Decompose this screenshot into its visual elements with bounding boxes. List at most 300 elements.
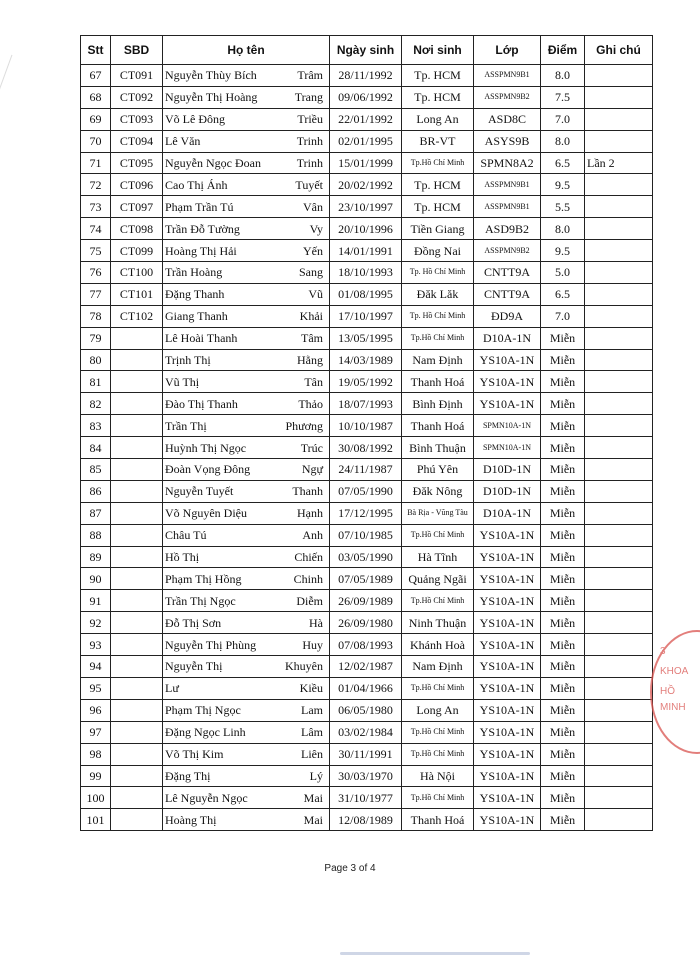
cell-stt: 73 xyxy=(81,196,111,218)
table-row xyxy=(81,743,653,765)
table-row xyxy=(81,152,653,174)
cell-score: Miễn xyxy=(541,787,585,809)
header-stt: Stt xyxy=(81,36,111,65)
cell-given-name: Hà xyxy=(309,615,323,630)
table-row xyxy=(81,677,653,699)
table-row xyxy=(81,174,653,196)
cell-dob: 03/05/1990 xyxy=(330,546,402,568)
cell-name xyxy=(163,152,330,174)
cell-class: YS10A-1N xyxy=(474,546,541,568)
cell-dob: 02/01/1995 xyxy=(330,130,402,152)
stamp-text-3: HỒ xyxy=(660,686,675,697)
cell-dob: 18/07/1993 xyxy=(330,393,402,415)
table-row xyxy=(81,765,653,787)
cell-score: Miễn xyxy=(541,480,585,502)
cell-given-name: Sang xyxy=(299,265,323,280)
cell-stt: 77 xyxy=(81,283,111,305)
table-row xyxy=(81,568,653,590)
cell-stt: 90 xyxy=(81,568,111,590)
cell-dob: 17/10/1997 xyxy=(330,305,402,327)
cell-stt: 96 xyxy=(81,699,111,721)
cell-dob: 18/10/1993 xyxy=(330,262,402,284)
cell-place: Tp.Hồ Chí Minh xyxy=(402,524,474,546)
cell-dob: 01/08/1995 xyxy=(330,283,402,305)
cell-given-name: Trang xyxy=(294,90,323,105)
cell-family-name: Châu Tú xyxy=(165,528,207,543)
cell-sbd xyxy=(111,393,163,415)
cell-class: YS10A-1N xyxy=(474,743,541,765)
cell-class: ASSPMN9B1 xyxy=(474,65,541,87)
cell-score: Miễn xyxy=(541,327,585,349)
table-row xyxy=(81,327,653,349)
cell-sbd xyxy=(111,459,163,481)
cell-sbd: CT102 xyxy=(111,305,163,327)
cell-dob: 07/10/1985 xyxy=(330,524,402,546)
cell-name xyxy=(163,480,330,502)
cell-score: 9.5 xyxy=(541,240,585,262)
cell-note xyxy=(585,305,653,327)
cell-name xyxy=(163,546,330,568)
cell-sbd xyxy=(111,809,163,831)
table-row xyxy=(81,283,653,305)
table-row xyxy=(81,502,653,524)
cell-family-name: Trần Đỗ Tường xyxy=(165,221,240,236)
cell-dob: 12/02/1987 xyxy=(330,656,402,678)
table-row xyxy=(81,262,653,284)
cell-given-name: Huy xyxy=(302,637,323,652)
cell-family-name: Đào Thị Thanh xyxy=(165,396,238,411)
cell-score: 7.0 xyxy=(541,305,585,327)
cell-note xyxy=(585,218,653,240)
cell-name xyxy=(163,699,330,721)
cell-score: Miễn xyxy=(541,437,585,459)
cell-name xyxy=(163,677,330,699)
cell-score: Miễn xyxy=(541,415,585,437)
cell-score: Miễn xyxy=(541,656,585,678)
roster-body xyxy=(81,65,653,831)
cell-family-name: Trần Hoàng xyxy=(165,265,223,280)
cell-family-name: Đặng Thị xyxy=(165,768,211,783)
cell-name xyxy=(163,524,330,546)
cell-score: 7.0 xyxy=(541,108,585,130)
cell-given-name: Trinh xyxy=(296,156,323,170)
cell-class: ASD9B2 xyxy=(474,218,541,240)
cell-stt: 80 xyxy=(81,349,111,371)
cell-score: Miễn xyxy=(541,568,585,590)
cell-class: SPMN10A-1N xyxy=(474,415,541,437)
cell-given-name: Kiều xyxy=(299,681,323,696)
cell-place: Bình Thuận xyxy=(402,437,474,459)
cell-name xyxy=(163,349,330,371)
cell-class: ĐD9A xyxy=(474,305,541,327)
cell-place: Bà Rịa - Vũng Tàu xyxy=(402,502,474,524)
cell-class: YS10A-1N xyxy=(474,393,541,415)
cell-dob: 12/08/1989 xyxy=(330,809,402,831)
cell-note xyxy=(585,502,653,524)
table-row xyxy=(81,459,653,481)
cell-dob: 14/03/1989 xyxy=(330,349,402,371)
cell-note xyxy=(585,612,653,634)
cell-given-name: Hằng xyxy=(297,353,323,368)
cell-place: Tp. Hồ Chí Minh xyxy=(402,262,474,284)
cell-stt: 71 xyxy=(81,152,111,174)
cell-stt: 98 xyxy=(81,743,111,765)
cell-given-name: Vân xyxy=(303,199,323,214)
cell-class: D10A-1N xyxy=(474,327,541,349)
cell-dob: 14/01/1991 xyxy=(330,240,402,262)
cell-name xyxy=(163,612,330,634)
cell-sbd xyxy=(111,612,163,634)
cell-family-name: Lê Văn xyxy=(165,134,201,149)
cell-name xyxy=(163,568,330,590)
cell-place: Tp.Hồ Chí Minh xyxy=(402,743,474,765)
cell-name xyxy=(163,809,330,831)
cell-score: Miễn xyxy=(541,546,585,568)
cell-given-name: Khải xyxy=(299,309,323,324)
cell-sbd xyxy=(111,480,163,502)
cell-family-name: Nguyễn Thị Phùng xyxy=(165,637,257,652)
cell-class: YS10A-1N xyxy=(474,371,541,393)
cell-note xyxy=(585,262,653,284)
cell-place: BR-VT xyxy=(402,130,474,152)
cell-dob: 19/05/1992 xyxy=(330,371,402,393)
cell-family-name: Vũ Thị xyxy=(165,374,200,389)
cell-class: ASYS9B xyxy=(474,130,541,152)
cell-given-name: Mai xyxy=(303,790,323,805)
cell-stt: 91 xyxy=(81,590,111,612)
cell-name xyxy=(163,393,330,415)
header-dob: Ngày sinh xyxy=(330,36,402,65)
table-row xyxy=(81,634,653,656)
cell-sbd: CT099 xyxy=(111,240,163,262)
cell-name xyxy=(163,459,330,481)
cell-name xyxy=(163,590,330,612)
cell-stt: 74 xyxy=(81,218,111,240)
cell-family-name: Đặng Ngọc Linh xyxy=(165,725,246,740)
cell-sbd xyxy=(111,371,163,393)
cell-stt: 89 xyxy=(81,546,111,568)
cell-dob: 06/05/1980 xyxy=(330,699,402,721)
table-row xyxy=(81,349,653,371)
cell-dob: 30/03/1970 xyxy=(330,765,402,787)
cell-place: Ninh Thuận xyxy=(402,612,474,634)
cell-name xyxy=(163,437,330,459)
cell-sbd xyxy=(111,349,163,371)
cell-name xyxy=(163,415,330,437)
cell-stt: 67 xyxy=(81,65,111,87)
cell-dob: 20/02/1992 xyxy=(330,174,402,196)
table-row xyxy=(81,787,653,809)
cell-place: Hà Tĩnh xyxy=(402,546,474,568)
scan-smudge xyxy=(340,952,530,955)
header-row xyxy=(81,36,653,65)
table-row xyxy=(81,218,653,240)
cell-score: Miễn xyxy=(541,743,585,765)
cell-stt: 79 xyxy=(81,327,111,349)
cell-class: SPMN8A2 xyxy=(474,152,541,174)
table-row xyxy=(81,656,653,678)
cell-note xyxy=(585,327,653,349)
cell-name xyxy=(163,174,330,196)
cell-class: ASSPMN9B1 xyxy=(474,174,541,196)
cell-given-name: Diễm xyxy=(296,593,323,608)
cell-stt: 94 xyxy=(81,656,111,678)
cell-dob: 23/10/1997 xyxy=(330,196,402,218)
cell-family-name: Giang Thanh xyxy=(165,309,228,324)
cell-dob: 15/01/1999 xyxy=(330,152,402,174)
cell-note: Lần 2 xyxy=(585,152,653,174)
cell-class: YS10A-1N xyxy=(474,787,541,809)
cell-class: YS10A-1N xyxy=(474,590,541,612)
cell-dob: 07/05/1989 xyxy=(330,568,402,590)
cell-name xyxy=(163,721,330,743)
cell-family-name: Trần Thị Ngọc xyxy=(165,593,236,608)
cell-given-name: Tâm xyxy=(301,331,323,346)
cell-given-name: Phương xyxy=(285,418,323,433)
stamp-text-2: KHOA xyxy=(660,666,689,677)
cell-dob: 07/05/1990 xyxy=(330,480,402,502)
cell-dob: 07/08/1993 xyxy=(330,634,402,656)
cell-stt: 68 xyxy=(81,86,111,108)
official-seal-stamp xyxy=(650,630,700,754)
cell-family-name: Cao Thị Ánh xyxy=(165,177,228,192)
cell-family-name: Lư xyxy=(165,681,179,696)
cell-family-name: Hồ Thị xyxy=(165,550,200,565)
cell-name xyxy=(163,327,330,349)
cell-place: Tp.Hồ Chí Minh xyxy=(402,327,474,349)
table-row xyxy=(81,240,653,262)
cell-family-name: Võ Lê Đông xyxy=(165,112,225,127)
table-row xyxy=(81,130,653,152)
cell-note xyxy=(585,721,653,743)
cell-name xyxy=(163,283,330,305)
cell-note xyxy=(585,656,653,678)
cell-place: Tp. HCM xyxy=(402,196,474,218)
cell-sbd: CT095 xyxy=(111,152,163,174)
cell-note xyxy=(585,174,653,196)
cell-class: D10D-1N xyxy=(474,459,541,481)
cell-class: YS10A-1N xyxy=(474,699,541,721)
cell-stt: 78 xyxy=(81,305,111,327)
cell-sbd xyxy=(111,437,163,459)
header-name: Họ tên xyxy=(163,36,330,65)
cell-note xyxy=(585,590,653,612)
cell-name xyxy=(163,634,330,656)
cell-given-name: Khuyên xyxy=(285,659,323,674)
cell-dob: 30/11/1991 xyxy=(330,743,402,765)
cell-class: YS10A-1N xyxy=(474,677,541,699)
cell-sbd xyxy=(111,634,163,656)
cell-note xyxy=(585,699,653,721)
cell-class: ASSPMN9B2 xyxy=(474,240,541,262)
cell-name xyxy=(163,765,330,787)
cell-place: Tiền Giang xyxy=(402,218,474,240)
cell-score: 5.5 xyxy=(541,196,585,218)
cell-note xyxy=(585,634,653,656)
cell-score: Miễn xyxy=(541,524,585,546)
header-sbd: SBD xyxy=(111,36,163,65)
cell-stt: 69 xyxy=(81,108,111,130)
cell-score: Miễn xyxy=(541,765,585,787)
cell-family-name: Đỗ Thị Sơn xyxy=(165,615,222,630)
table-row xyxy=(81,108,653,130)
cell-sbd xyxy=(111,765,163,787)
cell-class: YS10A-1N xyxy=(474,809,541,831)
cell-stt: 82 xyxy=(81,393,111,415)
cell-class: ASSPMN9B2 xyxy=(474,86,541,108)
cell-score: 7.5 xyxy=(541,86,585,108)
cell-dob: 28/11/1992 xyxy=(330,65,402,87)
table-row xyxy=(81,699,653,721)
cell-stt: 100 xyxy=(81,787,111,809)
cell-place: Tp.Hồ Chí Minh xyxy=(402,152,474,174)
cell-place: Đăk Lăk xyxy=(402,283,474,305)
cell-stt: 88 xyxy=(81,524,111,546)
cell-class: YS10A-1N xyxy=(474,524,541,546)
cell-stt: 70 xyxy=(81,130,111,152)
cell-place: Bình Định xyxy=(402,393,474,415)
cell-stt: 95 xyxy=(81,677,111,699)
header-score: Điểm xyxy=(541,36,585,65)
cell-family-name: Lê Hoài Thanh xyxy=(165,331,238,346)
cell-dob: 17/12/1995 xyxy=(330,502,402,524)
cell-place: Nam Định xyxy=(402,349,474,371)
cell-class: ASD8C xyxy=(474,108,541,130)
cell-sbd xyxy=(111,524,163,546)
cell-stt: 101 xyxy=(81,809,111,831)
cell-class: D10D-1N xyxy=(474,480,541,502)
header-note: Ghi chú xyxy=(585,36,653,65)
cell-note xyxy=(585,480,653,502)
cell-place: Phú Yên xyxy=(402,459,474,481)
cell-family-name: Nguyễn Thị xyxy=(165,659,223,674)
cell-class: CNTT9A xyxy=(474,283,541,305)
cell-dob: 03/02/1984 xyxy=(330,721,402,743)
cell-note xyxy=(585,809,653,831)
cell-note xyxy=(585,437,653,459)
cell-stt: 97 xyxy=(81,721,111,743)
cell-sbd xyxy=(111,546,163,568)
cell-place: Tp. Hồ Chí Minh xyxy=(402,305,474,327)
table-row xyxy=(81,393,653,415)
table-row xyxy=(81,305,653,327)
cell-score: Miễn xyxy=(541,677,585,699)
cell-name xyxy=(163,108,330,130)
cell-dob: 01/04/1966 xyxy=(330,677,402,699)
cell-given-name: Ngự xyxy=(301,462,323,477)
cell-dob: 09/06/1992 xyxy=(330,86,402,108)
cell-sbd: CT092 xyxy=(111,86,163,108)
cell-family-name: Hoàng Thị Hải xyxy=(165,243,237,258)
cell-name xyxy=(163,262,330,284)
cell-family-name: Phạm Thị Hồng xyxy=(165,571,242,586)
cell-given-name: Hạnh xyxy=(297,506,323,521)
cell-name xyxy=(163,130,330,152)
cell-place: Tp.Hồ Chí Minh xyxy=(402,787,474,809)
cell-given-name: Liên xyxy=(301,747,323,762)
cell-score: Miễn xyxy=(541,721,585,743)
table-row xyxy=(81,65,653,87)
cell-dob: 30/08/1992 xyxy=(330,437,402,459)
cell-given-name: Lâm xyxy=(301,725,323,740)
cell-score: Miễn xyxy=(541,809,585,831)
cell-family-name: Võ Thị Kim xyxy=(165,747,224,762)
cell-place: Tp.Hồ Chí Minh xyxy=(402,721,474,743)
cell-place: Quảng Ngãi xyxy=(402,568,474,590)
cell-given-name: Thanh xyxy=(292,484,323,499)
cell-sbd: CT098 xyxy=(111,218,163,240)
cell-family-name: Nguyễn Tuyết xyxy=(165,484,234,499)
cell-note xyxy=(585,568,653,590)
cell-family-name: Trịnh Thị xyxy=(165,353,211,368)
cell-sbd xyxy=(111,721,163,743)
cell-class: YS10A-1N xyxy=(474,349,541,371)
cell-stt: 75 xyxy=(81,240,111,262)
cell-family-name: Đặng Thanh xyxy=(165,287,225,302)
cell-family-name: Trần Thị xyxy=(165,418,207,433)
cell-place: Hà Nội xyxy=(402,765,474,787)
cell-given-name: Lam xyxy=(301,703,323,718)
cell-note xyxy=(585,371,653,393)
cell-sbd xyxy=(111,327,163,349)
stamp-text-4: MINH xyxy=(660,702,686,713)
cell-score: Miễn xyxy=(541,459,585,481)
cell-name xyxy=(163,371,330,393)
cell-sbd xyxy=(111,502,163,524)
cell-given-name: Vũ xyxy=(308,287,323,302)
header-class: Lớp xyxy=(474,36,541,65)
cell-name xyxy=(163,196,330,218)
cell-score: Miễn xyxy=(541,502,585,524)
cell-note xyxy=(585,787,653,809)
cell-class: YS10A-1N xyxy=(474,656,541,678)
cell-score: 8.0 xyxy=(541,130,585,152)
table-row xyxy=(81,612,653,634)
cell-name xyxy=(163,743,330,765)
cell-sbd xyxy=(111,415,163,437)
student-roster-table xyxy=(80,35,653,831)
cell-stt: 81 xyxy=(81,371,111,393)
table-row xyxy=(81,480,653,502)
cell-given-name: Trúc xyxy=(300,440,323,455)
cell-sbd xyxy=(111,699,163,721)
cell-stt: 83 xyxy=(81,415,111,437)
table-row xyxy=(81,86,653,108)
cell-note xyxy=(585,86,653,108)
cell-given-name: Chinh xyxy=(293,571,323,586)
cell-sbd xyxy=(111,590,163,612)
cell-place: Tp. HCM xyxy=(402,174,474,196)
cell-sbd xyxy=(111,787,163,809)
page-footer: Page 3 of 4 xyxy=(324,863,376,874)
table-row xyxy=(81,415,653,437)
cell-stt: 93 xyxy=(81,634,111,656)
cell-class: SPMN10A-1N xyxy=(474,437,541,459)
cell-place: Đăk Nông xyxy=(402,480,474,502)
cell-sbd: CT094 xyxy=(111,130,163,152)
cell-score: 8.0 xyxy=(541,218,585,240)
cell-score: Miễn xyxy=(541,349,585,371)
cell-note xyxy=(585,65,653,87)
cell-note xyxy=(585,108,653,130)
table-row xyxy=(81,546,653,568)
cell-given-name: Triều xyxy=(297,112,323,127)
cell-sbd: CT101 xyxy=(111,283,163,305)
cell-family-name: Huỳnh Thị Ngọc xyxy=(165,440,247,455)
cell-given-name: Vy xyxy=(309,221,323,236)
cell-given-name: Tuyết xyxy=(295,177,323,192)
cell-class: YS10A-1N xyxy=(474,568,541,590)
